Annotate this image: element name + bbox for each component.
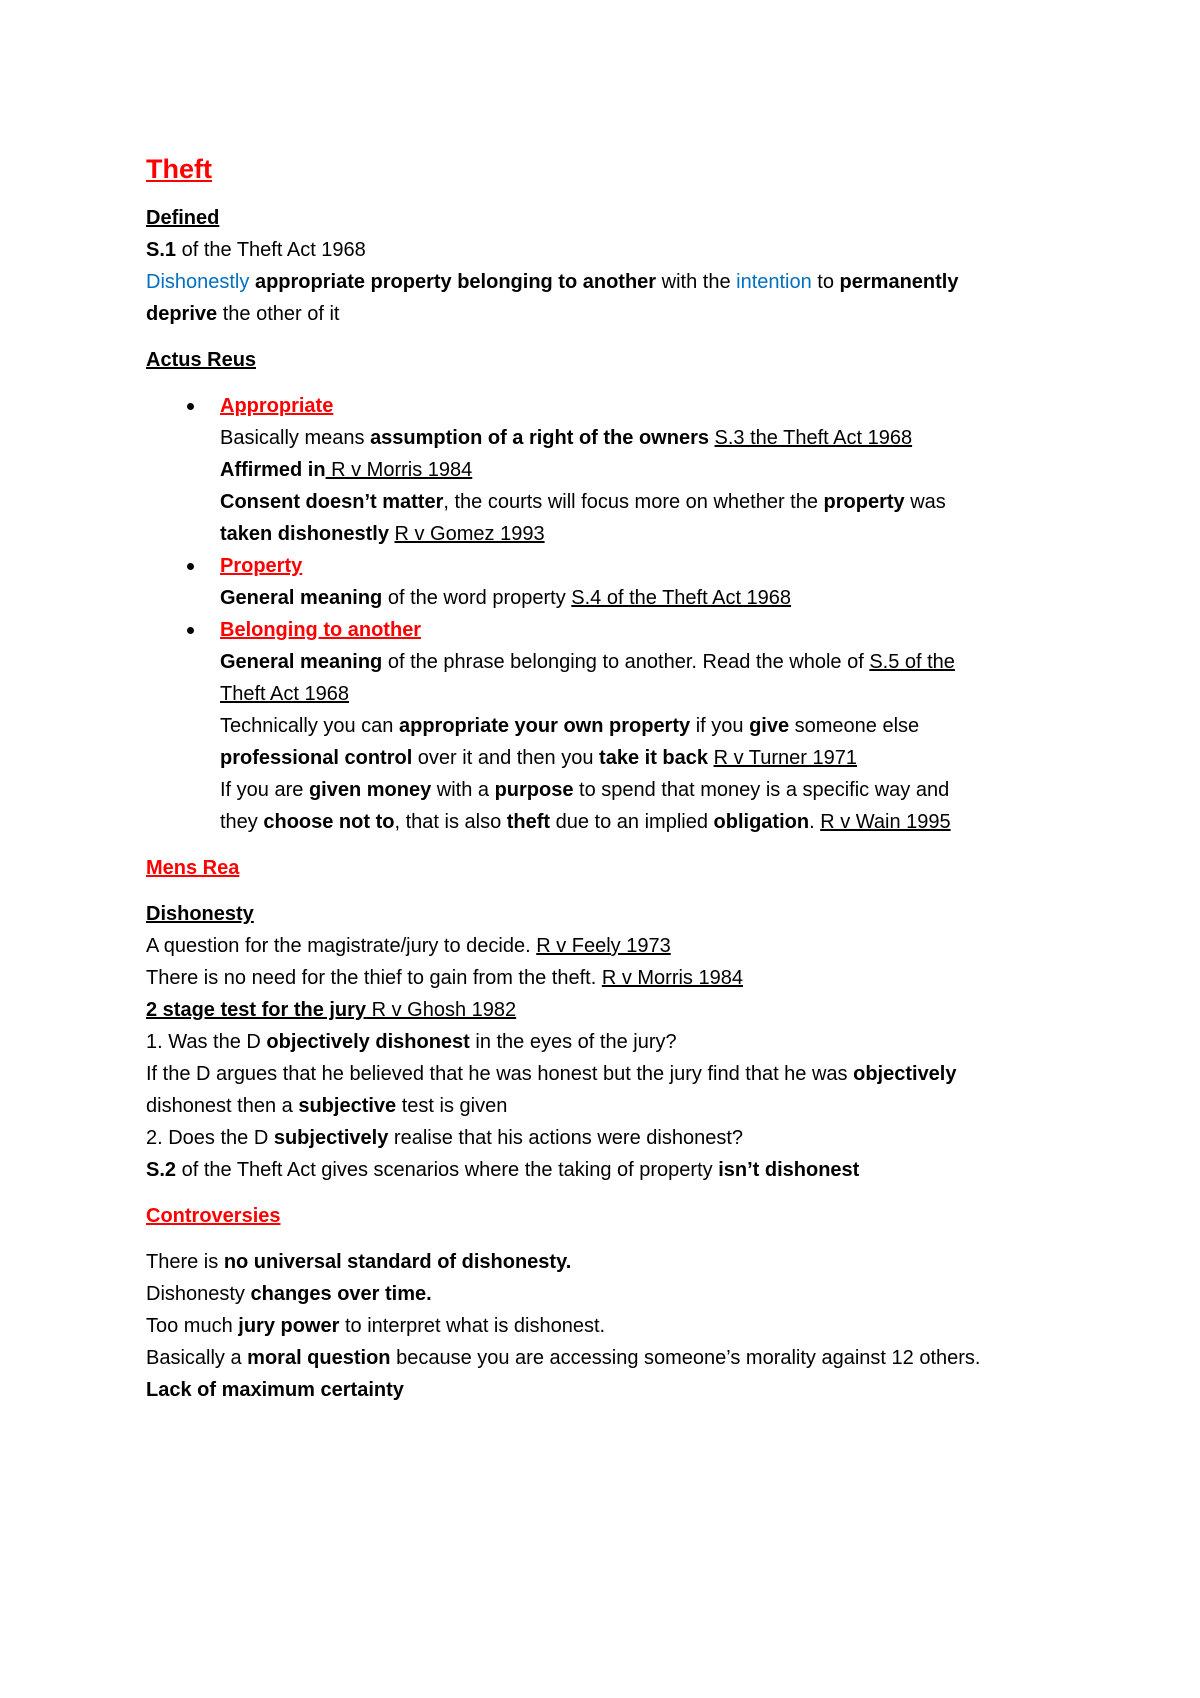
mens-rea-line-4: 1. Was the D objectively dishonest in the eyes of the jury? <box>146 1031 677 1053</box>
mens-rea-line-5: If the D argues that he believed that he was honest but the jury find that he was objectively <box>146 1063 957 1085</box>
heading-defined: Defined <box>146 207 220 229</box>
belonging-line-2: Theft Act 1968 <box>220 683 349 705</box>
subheading-dishonesty: Dishonesty <box>146 903 254 925</box>
bullet-icon <box>187 403 194 410</box>
belonging-line-4: professional control over it and then you take it back R v Turner 1971 <box>220 747 857 769</box>
controversies-line-2: Dishonesty changes over time. <box>146 1283 432 1305</box>
mens-rea-line-6: dishonest then a subjective test is given <box>146 1095 508 1117</box>
subheading-property: Property <box>220 555 303 577</box>
page-title: Theft <box>146 154 212 184</box>
appropriate-line-4: taken dishonestly R v Gomez 1993 <box>220 523 545 545</box>
mens-rea-line-3: 2 stage test for the jury R v Ghosh 1982 <box>146 999 517 1021</box>
subheading-belonging: Belonging to another <box>220 619 422 641</box>
appropriate-line-1: Basically means assumption of a right of the owners S.3 the Theft Act 1968 <box>220 427 913 449</box>
defined-line-1: S.1 of the Theft Act 1968 <box>146 239 366 261</box>
mens-rea-line-8: S.2 of the Theft Act gives scenarios where the taking of property isn’t dishonest <box>146 1159 860 1181</box>
appropriate-line-2: Affirmed in R v Morris 1984 <box>220 459 473 481</box>
defined-line-2: Dishonestly appropriate property belonging to another with the intention to permanently <box>146 271 959 293</box>
controversies-line-4: Basically a moral question because you are accessing someone’s morality against 12 others. <box>146 1347 981 1369</box>
subheading-appropriate: Appropriate <box>220 395 334 417</box>
controversies-line-3: Too much jury power to interpret what is dishonest. <box>146 1315 606 1337</box>
list-item <box>220 614 1086 838</box>
list-item <box>220 390 1086 550</box>
belonging-line-5: If you are given money with a purpose to spend that money is a specific way and <box>220 779 950 801</box>
mens-rea-line-2: There is no need for the thief to gain from the theft. R v Morris 1984 <box>146 967 743 989</box>
mens-rea-line-7: 2. Does the D subjectively realise that his actions were dishonest? <box>146 1127 743 1149</box>
controversies-line-5: Lack of maximum certainty <box>146 1379 404 1401</box>
document-body <box>146 150 1086 1406</box>
defined-line-3: deprive the other of it <box>146 303 340 325</box>
actus-reus-list <box>220 390 1086 838</box>
list-item <box>220 550 1086 614</box>
belonging-line-1: General meaning of the phrase belonging to another. Read the whole of S.5 of the <box>220 651 955 673</box>
bullet-icon <box>187 627 194 634</box>
heading-mens-rea: Mens Rea <box>146 857 240 879</box>
belonging-line-6: they choose not to, that is also theft due to an implied obligation. R v Wain 1995 <box>220 811 951 833</box>
heading-actus-reus: Actus Reus <box>146 349 257 371</box>
mens-rea-line-1: A question for the magistrate/jury to decide. R v Feely 1973 <box>146 935 671 957</box>
appropriate-line-3: Consent doesn’t matter, the courts will focus more on whether the property was <box>220 491 946 513</box>
belonging-line-3: Technically you can appropriate your own property if you give someone else <box>220 715 920 737</box>
bullet-icon <box>187 563 194 570</box>
controversies-line-1: There is no universal standard of dishonesty. <box>146 1251 572 1273</box>
heading-controversies: Controversies <box>146 1205 281 1227</box>
property-line-1: General meaning of the word property S.4 of the Theft Act 1968 <box>220 587 792 609</box>
